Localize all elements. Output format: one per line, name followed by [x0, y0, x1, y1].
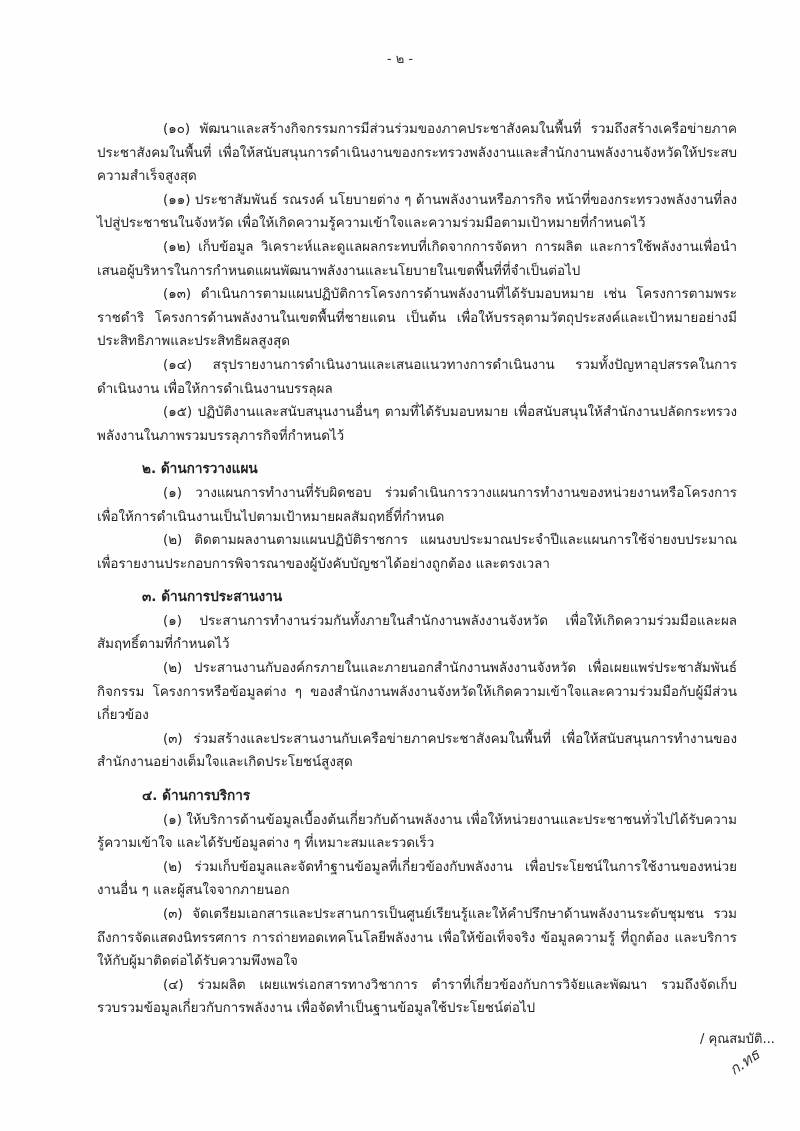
duty-item: (๓) จัดเตรียมเอกสารและประสานการเป็นศูนย์เรียนรู้และให้คำปรึกษาด้านพลังงานระดับชุมชน รวมถึงการจัดแสดงนิทรรศการ การถ่ายทอดเทคโนโลยีพลังงาน เพื่อให้ข้อเท็จจริง ข้อมูลความรู้ ที่ถูกต้อง และบริการให้กับผู้มาติดต่อได้รับความพึงพอใจ: [97, 907, 737, 970]
duty-item: (๒) ร่วมเก็บข้อมูลและจัดทำฐานข้อมูลที่เกี่ยวข้องกับพลังงาน เพื่อประโยชน์ในการใช้งานของหน่วยงานอื่น ๆ และผู้สนใจจากภายนอก: [97, 859, 737, 899]
page-number: - ๒ -: [386, 52, 414, 67]
duty-item: (๑) ประสานการทำงานร่วมกันทั้งภายในสำนักงานพลังงานจังหวัด เพื่อให้เกิดความร่วมมือและผลสัมฤทธิ์ตามที่กำหนดไว้: [97, 613, 737, 653]
duty-item: (๑๒) เก็บข้อมูล วิเคราะห์และดูแลผลกระทบที่เกิดจากการจัดหา การผลิต และการใช้พลังงานเพื่อนำเสนอผู้บริหารในการกำหนดแผนพัฒนาพลังงานและนโยบายในเขตพื้นที่ที่จำเป็นต่อไป: [97, 239, 737, 279]
duty-item: (๑๓) ดำเนินการตามแผนปฏิบัติการโครงการด้านพลังงานที่ได้รับมอบหมาย เช่น โครงการตามพระราชดำริ โครงการด้านพลังงานในเขตพื้นที่ชายแดน เป็นต้น เพื่อให้บรรลุตามวัตถุประสงค์และเป้าหมายอย่างมีประสิทธิภาพและประสิทธิผลสูงสุด: [97, 287, 737, 350]
section-heading-planning: ๒. ด้านการวางแผน: [142, 461, 258, 478]
duty-item: (๑๑) ประชาสัมพันธ์ รณรงค์ นโยบายต่าง ๆ ด้านพลังงานหรือภารกิจ หน้าที่ของกระทรวงพลังงานที่ลงไปสู่ประชาชนในจังหวัด เพื่อให้เกิดความรู้ความเข้าใจและความร่วมมือตามเป้าหมายที่กำหนดไว้: [97, 192, 737, 232]
document-body: [97, 118, 737, 1021]
handwritten-initials: ก.ทธ: [725, 1045, 764, 1079]
duty-item: (๔) ร่วมผลิต เผยแพร่เอกสารทางวิชาการ ตำราที่เกี่ยวข้องกับการวิจัยและพัฒนา รวมถึงจัดเก็บรวบรวมข้อมูลเกี่ยวกับการพลังงาน เพื่อจัดทำเป็นฐานข้อมูลใช้ประโยชน์ต่อไป: [97, 977, 737, 1017]
duty-item: (๒) ติดตามผลงานตามแผนปฏิบัติราชการ แผนงบประมาณประจำปีและแผนการใช้จ่ายงบประมาณเพื่อรายงานประกอบการพิจารณาของผู้บังคับบัญชาได้อย่างถูกต้อง และตรงเวลา: [97, 533, 737, 572]
section-heading-coordination: ๓. ด้านการประสานงาน: [142, 589, 283, 606]
section-heading-service: ๔. ด้านการบริการ: [142, 788, 251, 805]
duty-item: (๑) วางแผนการทำงานที่รับผิดชอบ ร่วมดำเนินการวางแผนการทำงานของหน่วยงานหรือโครงการเพื่อให้การดำเนินงานเป็นไปตามเป้าหมายผลสัมฤทธิ์ที่กำหนด: [97, 485, 737, 525]
duty-item: (๑๐) พัฒนาและสร้างกิจกรรมการมีส่วนร่วมของภาคประชาสังคมในพื้นที่ รวมถึงสร้างเครือข่ายภาคประชาสังคมในพื้นที่ เพื่อให้สนับสนุนการดำเนินงานของกระทรวงพลังงานและสำนักงานพลังงานจังหวัดให้ประสบความสำเร็จสูงสุด: [97, 122, 737, 185]
duty-item: (๑๕) ปฏิบัติงานและสนับสนุนงานอื่นๆ ตามที่ได้รับมอบหมาย เพื่อสนับสนุนให้สำนักงานปลัดกระทรวงพลังงานในภาพรวมบรรลุภารกิจที่กำหนดไว้: [97, 405, 737, 444]
continuation-marker: / คุณสมบัติ...: [700, 1032, 775, 1047]
duty-item: (๑๔) สรุปรายงานการดำเนินงานและเสนอแนวทางการดำเนินงาน รวมทั้งปัญหาอุปสรรคในการดำเนินงาน เพื่อให้การดำเนินงานบรรลุผล: [97, 357, 737, 397]
duty-item: (๓) ร่วมสร้างและประสานงานกับเครือข่ายภาคประชาสังคมในพื้นที่ เพื่อให้สนับสนุนการทำงานของสำนักงานอย่างเต็มใจและเกิดประโยชน์สูงสุด: [97, 731, 737, 771]
duty-item: (๑) ให้บริการด้านข้อมูลเบื้องต้นเกี่ยวกับด้านพลังงาน เพื่อให้หน่วยงานและประชาชนทั่วไปได้รับความรู้ความเข้าใจ และได้รับข้อมูลต่าง ๆ ที่เหมาะสมและรวดเร็ว: [97, 812, 737, 852]
duty-item: (๒) ประสานงานกับองค์กรภายในและภายนอกสำนักงานพลังงานจังหวัด เพื่อเผยแพร่ประชาสัมพันธ์ กิจกรรม โครงการหรือข้อมูลต่าง ๆ ของสำนักงานพลังงานจังหวัดให้เกิดความเข้าใจและความร่วมมือกับผู้มีส่วนเกี่ยวข้อง: [97, 661, 737, 724]
